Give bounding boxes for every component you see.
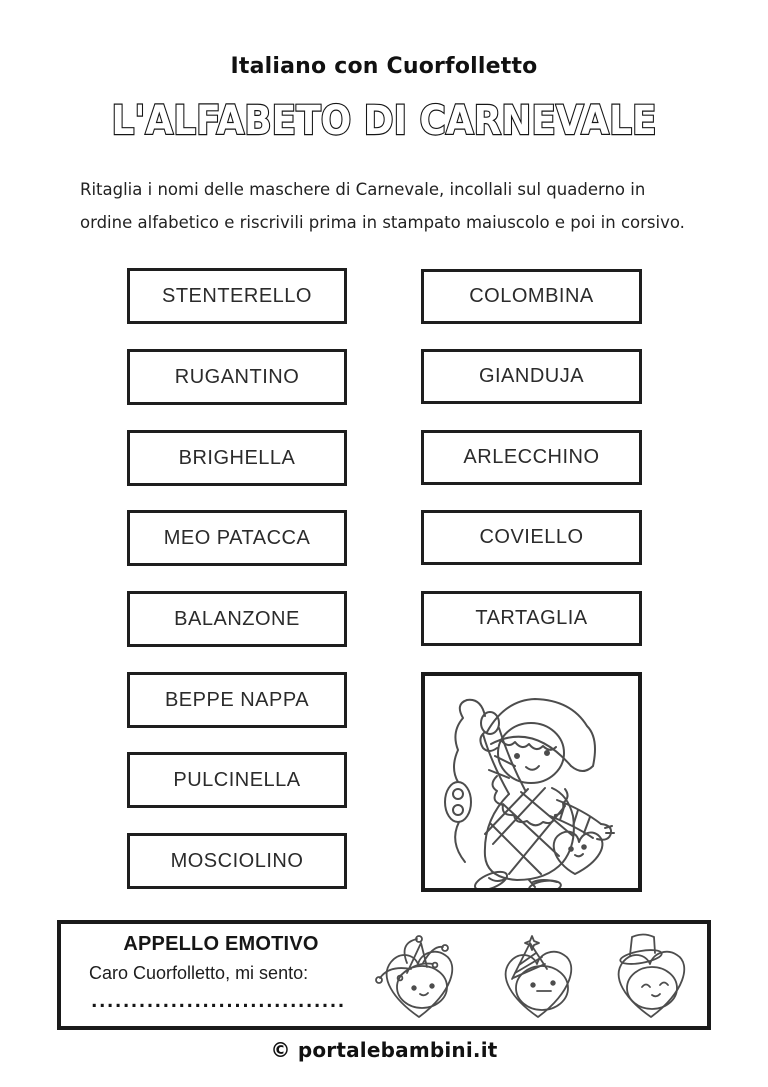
name-card-balanzone: BALANZONE [127, 591, 347, 647]
name-card-brighella: BRIGHELLA [127, 430, 347, 486]
instructions-line-2: ordine alfabetico e riscrivili prima in stampato maiuscolo e poi in corsivo. [80, 213, 685, 232]
name-card-mosciolino: MOSCIOLINO [127, 833, 347, 889]
name-card-stenterello: STENTERELLO [127, 268, 347, 324]
name-card-meo-patacca: MEO PATACCA [127, 510, 347, 566]
emotive-prompt: Caro Cuorfolletto, mi sento: [89, 963, 309, 983]
name-card-colombina: COLOMBINA [421, 269, 642, 324]
emotive-title: APPELLO EMOTIVO [123, 933, 319, 955]
header-title: Italiano con Cuorfolletto [230, 54, 538, 79]
instructions-line-1: Ritaglia i nomi delle maschere di Carnevale, incollali sul quaderno in [80, 180, 646, 199]
top-hat-heart-icon [599, 931, 699, 1023]
arlecchino-illustration [425, 676, 638, 888]
name-card-coviello: COVIELLO [421, 510, 642, 565]
name-card-pulcinella: PULCINELLA [127, 752, 347, 808]
name-card-tartaglia: TARTAGLIA [421, 591, 642, 646]
emotive-box [57, 920, 711, 1030]
name-card-rugantino: RUGANTINO [127, 349, 347, 405]
worksheet-title [0, 92, 768, 148]
instructions [80, 173, 710, 239]
name-card-gianduja: GIANDUJA [421, 349, 642, 404]
worksheet-title-text: L'ALFABETO DI CARNEVALE [111, 98, 657, 144]
footer-credit: © portalebambini.it [270, 1038, 498, 1062]
dotted-answer-line: ................................ [91, 992, 346, 1012]
jester-hat-heart-icon [367, 931, 467, 1023]
name-card-arlecchino: ARLECCHINO [421, 430, 642, 485]
party-hat-heart-icon [486, 931, 586, 1023]
name-card-beppe-nappa: BEPPE NAPPA [127, 672, 347, 728]
illustration-box [421, 672, 642, 892]
emotive-text-block [89, 933, 353, 1012]
